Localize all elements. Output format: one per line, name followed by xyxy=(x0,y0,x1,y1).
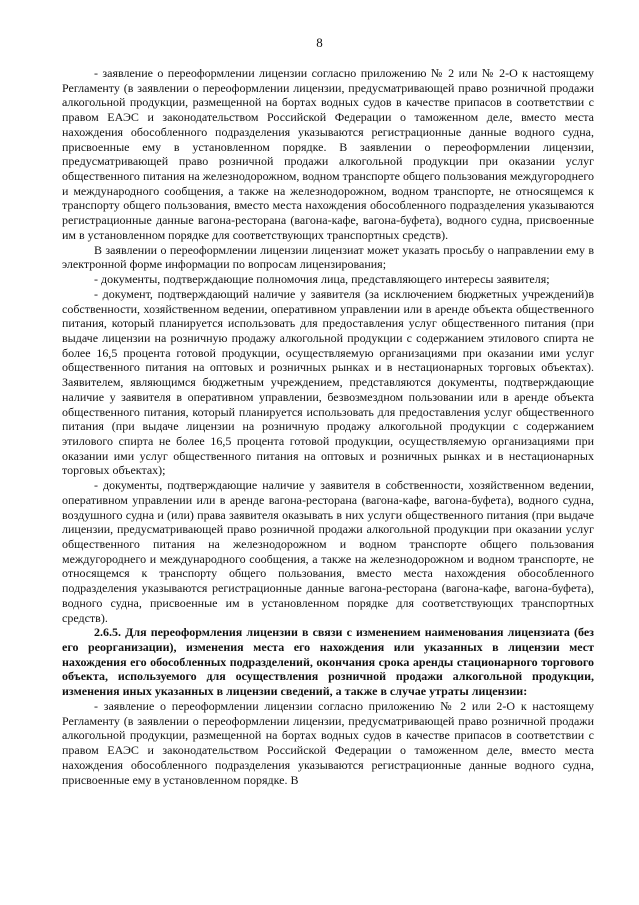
page-body xyxy=(62,66,594,787)
paragraph-electronic-info-request: В заявлении о переоформлении лицензии лицензиат может указать просьбу о направлении ему в электронной форме информации по вопросам лицензирования; xyxy=(62,242,594,272)
section-heading-2-6-5: 2.6.5. Для переоформления лицензии в связи с изменением наименования лицензиата (без его реорганизации), изменения места его нахождения или указанных в лицензии мест нахождения его обособленных подразделений, окончания срока аренды стационарного торгового объекта, используемого для осуществления розничной продажи алкогольной продукции, изменения иных указанных в лицензии сведений, а также в случае утраты лицензии: xyxy=(62,625,594,699)
page-number: 8 xyxy=(316,35,323,50)
paragraph-transport-catering-documents: - документы, подтверждающие наличие у заявителя в собственности, хозяйственном ведении, оперативном управлении или в аренде вагона-ресторана (вагона-кафе, вагона-буфета), водного судна, воздушного судна и (или) права заявителя оказывать в них услуги общественного питания (при выдаче лицензии, предусматривающей право розничной продажи алкогольной продукции при оказании услуг общественного питания на железнодорожном и водном транспорте общего пользования междугороднего и международного сообщения, а также на железнодорожном и водном транспорте, не относящемся к транспорту общего пользования, вместо места нахождения обособленного подразделения указываются регистрационные данные вагона-ресторана (вагона-кафе, вагона-буфета), водного судна, присвоенные им в установленном порядке для соответствующих транспортных средств). xyxy=(62,478,594,625)
paragraph-application-form: - заявление о переоформлении лицензии согласно приложению № 2 или № 2-О к настоящему Регламенту (в заявлении о переоформлении лицензии, предусматривающей право розничной продажи алкогольной продукции, размещенной на бортах водных судов в качестве припасов в соответствии с правом ЕАЭС и законодательством Российской Федерации о таможенном деле, вместо места нахождения обособленного подразделения указываются регистрационные данные водного судна, присвоенные ему в установленном порядке. В заявлении о переоформлении лицензии, предусматривающей право розничной продажи алкогольной продукции при оказании услуг общественного питания на железнодорожном, водном транспорте общего пользования междугороднего и международного сообщения, а также на железнодорожном, водном транспорте, не относящемся к транспорту общего пользования, вместо места нахождения обособленного подразделения указываются регистрационные данные вагона-ресторана (вагона-кафе, вагона-буфета), водного судна, присвоенные им в установленном порядке для соответствующих транспортных средств). xyxy=(62,66,594,242)
paragraph-authority-documents: - документы, подтверждающие полномочия лица, представляющего интересы заявителя; xyxy=(94,272,550,287)
paragraph-reissue-application-form: - заявление о переоформлении лицензии согласно приложению № 2 или 2-О к настоящему Регламенту (в заявлении о переоформлении лицензии, предусматривающей право розничной продажи алкогольной продукции, размещенной на бортах водных судов в качестве припасов в соответствии с правом ЕАЭС и законодательством Российской Федерации о таможенном деле, вместо места нахождения обособленного подразделения указываются регистрационные данные водного судна, присвоенные ему в установленном порядке. В xyxy=(62,698,594,787)
paragraph-catering-facility-documents: - документ, подтверждающий наличие у заявителя (за исключением бюджетных учреждений)в собственности, хозяйственном ведении, оперативном управлении или в аренде объекта общественного питания, который планируется использовать для предоставления услуг общественного питания (при выдаче лицензии на розничную продажу алкогольной продукции с содержанием этилового спирта не более 16,5 процента готовой продукции, осуществляемую организациями при оказании ими услуг общественного питания на оптовых и розничных рынках и в нестационарных торговых объектах). Заявителем, являющимся бюджетным учреждением, представляются документы, подтверждающие наличие у заявителя в оперативном управлении, безвозмездном пользовании или в аренде объекта общественного питания, который планируется использовать для предоставления услуг общественного питания (при выдаче лицензии на розничную продажу алкогольной продукции с содержанием этилового спирта не более 16,5 процента готовой продукции, осуществляемую организациями при оказании ими услуг общественного питания на оптовых и розничных рынках и в нестационарных торговых объектах); xyxy=(62,286,594,478)
